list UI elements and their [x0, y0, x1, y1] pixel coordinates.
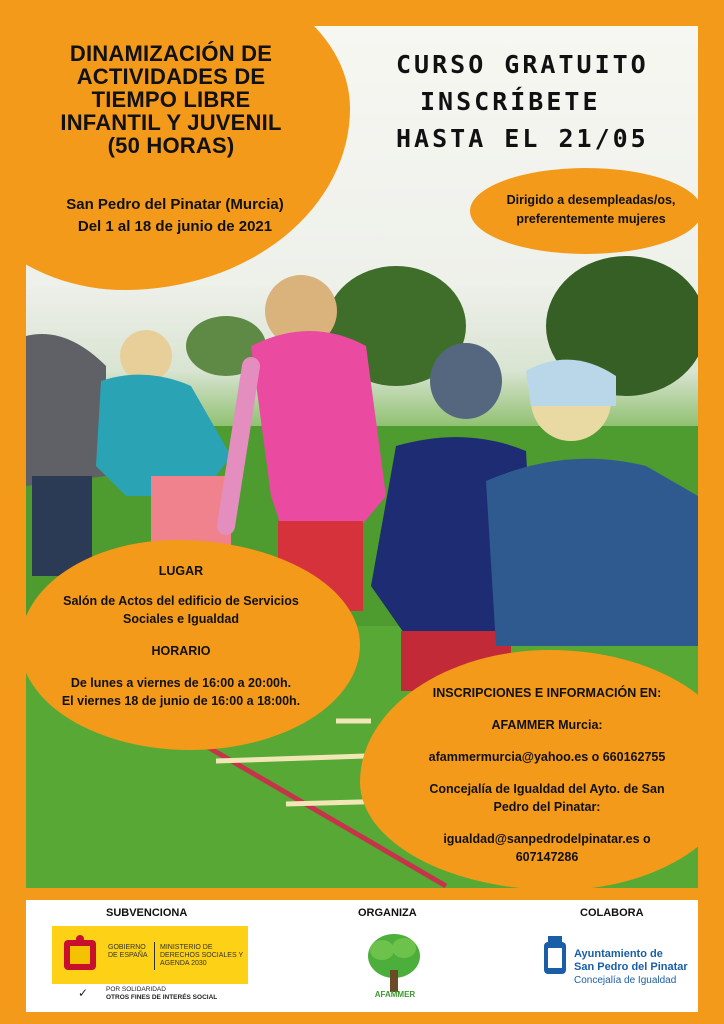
promo-line-deadline: HASTA EL 21/05: [396, 124, 649, 153]
spain-coat-of-arms-icon: [60, 934, 100, 976]
venue-schedule: [36, 562, 326, 710]
venue-heading: LUGAR: [158, 564, 204, 578]
ayto-line: San Pedro del Pinatar: [574, 961, 688, 973]
sponsors-bar: [26, 900, 698, 1012]
target-audience: [484, 191, 698, 229]
course-location: San Pedro del Pinatar (Murcia): [66, 196, 284, 213]
fines-label: OTROS FINES DE INTERÉS SOCIAL: [106, 994, 218, 1001]
ayto-line: Concejalía de Igualdad: [574, 975, 677, 986]
colabora-heading: COLABORA: [580, 907, 644, 919]
schedule-line: De lunes a viernes de 16:00 a 20:00h.: [70, 676, 292, 690]
title-line: ACTIVIDADES DE: [76, 64, 266, 89]
gobierno-divider: [154, 942, 155, 970]
title-line: DINAMIZACIÓN DE: [69, 41, 273, 66]
title-line: INFANTIL Y JUVENIL: [60, 110, 282, 135]
solidaridad-label: POR SOLIDARIDAD: [106, 986, 166, 993]
organiza-heading: ORGANIZA: [358, 907, 417, 919]
course-title: [36, 42, 306, 157]
gobierno-label: GOBIERNO DE ESPAÑA: [108, 944, 148, 959]
contact-org2-details[interactable]: igualdad@sanpedrodelpinatar.es o: [443, 832, 651, 846]
gobierno-logo: [52, 926, 248, 984]
venue-line: Salón de Actos del edificio de Servicios: [63, 594, 299, 608]
title-line: (50 HORAS): [107, 133, 235, 158]
venue-line: Sociales e Igualdad: [122, 612, 239, 626]
target-line: Dirigido a desempleadas/os,: [506, 193, 676, 207]
ministerio-label: MINISTERIO DE DERECHOS SOCIALES Y AGENDA 2030: [160, 944, 243, 967]
ayto-line: Ayuntamiento de: [574, 948, 663, 960]
subvenciona-heading: SUBVENCIONA: [106, 907, 188, 919]
contact-org1-details[interactable]: afammermurcia@yahoo.es o 660162755: [428, 750, 666, 764]
promo-line-signup: INSCRÍBETE: [420, 87, 601, 116]
target-line: preferentemente mujeres: [516, 212, 666, 226]
contact-info: [392, 684, 702, 866]
schedule-heading: HORARIO: [151, 644, 211, 658]
afammer-label: AFAMMER: [374, 990, 416, 999]
promo-text: [396, 46, 676, 157]
promo-line-free: CURSO GRATUITO: [396, 50, 649, 79]
contact-org2-line: Pedro del Pinatar:: [493, 800, 601, 814]
contact-org2-details[interactable]: 607147286: [515, 850, 579, 864]
contact-org1: AFAMMER Murcia:: [491, 718, 603, 732]
contact-heading: INSCRIPCIONES E INFORMACIÓN EN:: [432, 686, 662, 700]
schedule-line: El viernes 18 de junio de 16:00 a 18:00h.: [61, 694, 301, 708]
course-location-dates: [30, 194, 320, 238]
contact-org2-line: Concejalía de Igualdad del Ayto. de San: [429, 782, 665, 796]
title-line: TIEMPO LIBRE: [91, 87, 251, 112]
ayuntamiento-shield-icon: [542, 934, 568, 978]
check-icon: ✓: [78, 986, 89, 1000]
course-dates: Del 1 al 18 de junio de 2021: [77, 218, 273, 235]
